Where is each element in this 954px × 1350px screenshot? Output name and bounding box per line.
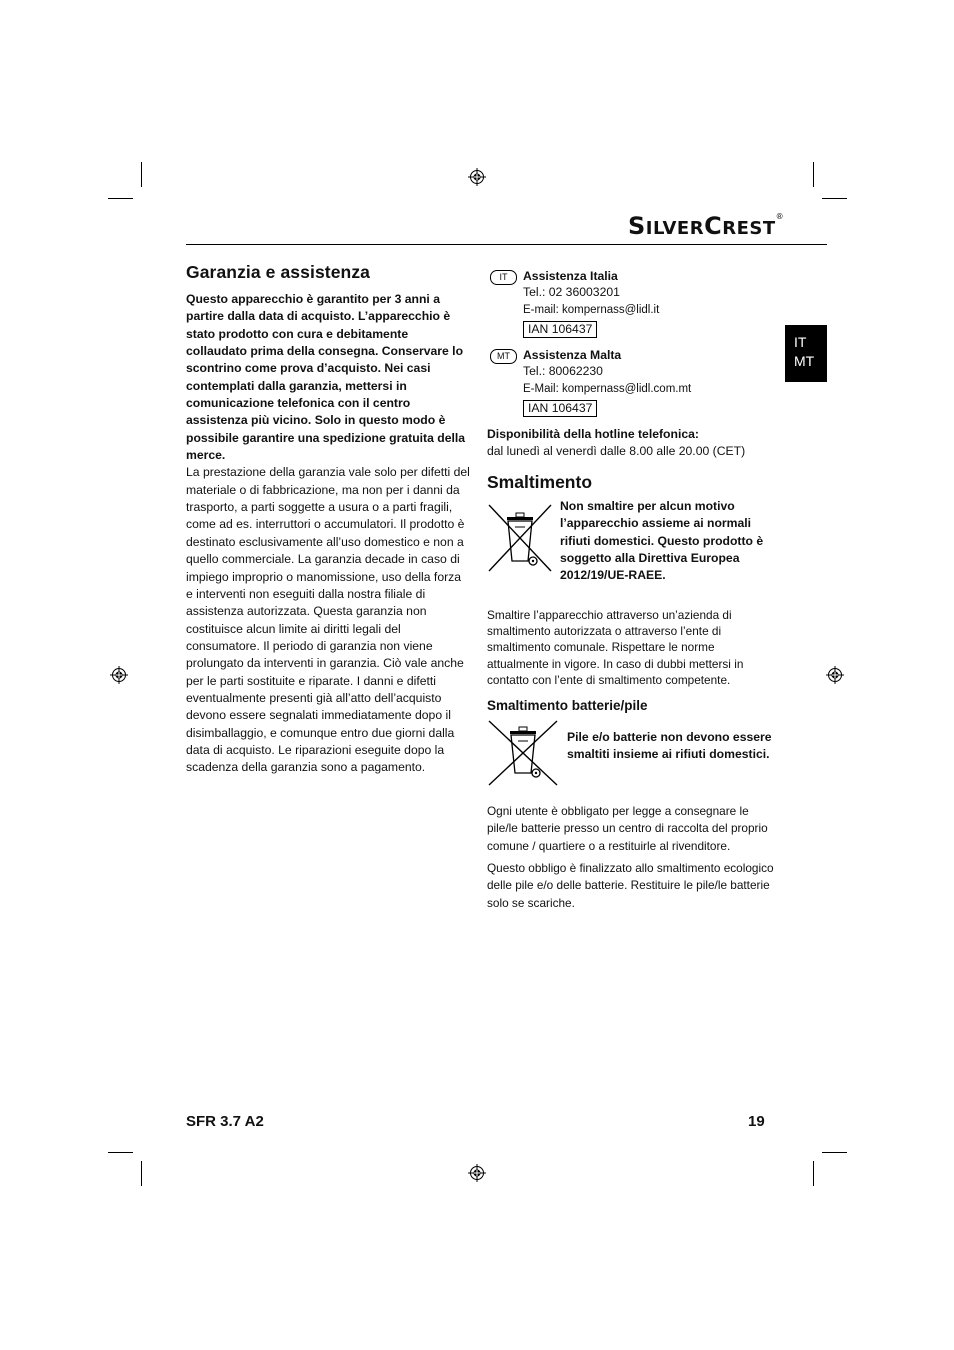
crossed-bin-icon — [487, 719, 559, 787]
contact-email: E-Mail: kompernass@lidl.com.mt — [523, 383, 692, 395]
brand-logo: SILVERCREST® — [628, 212, 785, 240]
section-heading: Smaltimento — [487, 472, 593, 492]
warranty-paragraph: La prestazione della garanzia vale solo per difetti del materiale o di fabbricazione, ma non per i danni da trasporto, a parti soggette a usura o a parti fragili, come ad es. interruttori o accumulatori. Il prodotto è destinato esclusivamente all’uso domestico e non a quello commerciale. La garanzia decade in caso di impiego improprio o manomissione, uso della forza e interventi non eseguiti dalla nostra filiale di assistenza autorizzata. Questa garanzia non costituisce alcun limite ai diritti legali del consumatore. Il periodo di garanzia non viene prolungato da interventi in garanzia. Ciò vale anche per le parti sostituite e riparate. I danni e difetti eventualmente presenti già all’atto dell’acquisto devono essere segnalati immediatamente dopo il disimballaggio, e comunque entro due giorni dalla data di acquisto. Le riparazioni eseguite dopo la scadenza della garanzia sono a pagamento. — [186, 465, 470, 775]
ian-box: IAN 106437 — [523, 400, 597, 417]
registration-mark-icon — [826, 666, 844, 684]
contact-block-it — [487, 268, 777, 338]
crop-mark — [108, 198, 133, 199]
country-code-badge: MT — [490, 349, 517, 364]
model-number: SFR 3.7 A2 — [186, 1113, 264, 1130]
disposal-warning-text: Non smaltire per alcun motivo l’apparecchio assieme ai normali rifiuti domestici. Questo prodotto è soggetto alla Direttiva Europea 2012/19/UE-RAEE. — [560, 499, 764, 583]
contact-phone: Tel.: 80062230 — [523, 364, 603, 378]
crop-mark — [141, 162, 142, 187]
warranty-section — [186, 262, 471, 777]
section-heading: Garanzia e assistenza — [186, 262, 371, 282]
contact-phone: Tel.: 02 36003201 — [523, 285, 620, 299]
subsection-heading: Smaltimento batterie/pile — [487, 698, 648, 714]
crop-mark — [822, 198, 847, 199]
battery-bin-row — [487, 719, 777, 799]
registration-mark-icon — [110, 666, 128, 684]
hotline-label: Disponibilità della hotline telefonica: — [487, 427, 699, 441]
crossed-bin-icon — [487, 503, 553, 575]
page-number: 19 — [748, 1113, 765, 1130]
warranty-bold-paragraph: Questo apparecchio è garantito per 3 anni a partire dalla data di acquisto. L’apparecchio è stato prodotto con cura e debitamente collaudato prima della consegna. Conservare lo scontrino come prova d’acquisto. Nei casi contemplati dalla garanzia, mettersi in comunicazione telefonica con il centro assistenza più vicino. Solo in questo modo è possibile garantire una spedizione gratuita della merce. — [186, 292, 466, 463]
language-tab — [785, 325, 827, 382]
battery-paragraph: Ogni utente è obbligato per legge a consegnare le pile/le batterie presso un centro di raccolta del proprio comune / quartiere o a restituirle al rivenditore. — [487, 804, 768, 853]
crop-mark — [813, 162, 814, 187]
battery-paragraph: Questo obbligo è finalizzato allo smaltimento ecologico delle pile e/o delle batterie. Restituire le pile/le batterie solo se scariche. — [487, 860, 774, 910]
crop-mark — [108, 1152, 133, 1153]
service-section — [487, 268, 777, 912]
contact-email: E-mail: kompernass@lidl.it — [523, 304, 660, 316]
hotline-hours: dal lunedì al venerdì dalle 8.00 alle 20.00 (CET) — [487, 444, 746, 458]
disposal-paragraph: Smaltire l’apparecchio attraverso un’azienda di smaltimento autorizzata o attraverso l’ente di smaltimento comunale. Rispettare le norme attualmente in vigore. In caso di dubbi mettersi in contatto con l’ente di smaltimento competente. — [487, 608, 744, 687]
crop-mark — [141, 1161, 142, 1186]
registration-mark-icon — [468, 1164, 486, 1182]
contact-block-mt — [487, 347, 777, 417]
battery-warning-text: Pile e/o batterie non devono essere smaltiti insieme ai rifiuti domestici. — [567, 730, 772, 762]
contact-title: Assistenza Malta — [523, 348, 622, 362]
language-tab-line: IT — [794, 334, 807, 350]
contact-title: Assistenza Italia — [523, 269, 618, 283]
registration-mark-icon — [468, 168, 486, 186]
header-rule — [186, 244, 827, 245]
language-tab-line: MT — [794, 353, 815, 369]
crop-mark — [813, 1161, 814, 1186]
ian-box: IAN 106437 — [523, 321, 597, 338]
disposal-bin-row — [487, 499, 777, 607]
crop-mark — [822, 1152, 847, 1153]
country-code-badge: IT — [490, 270, 517, 285]
